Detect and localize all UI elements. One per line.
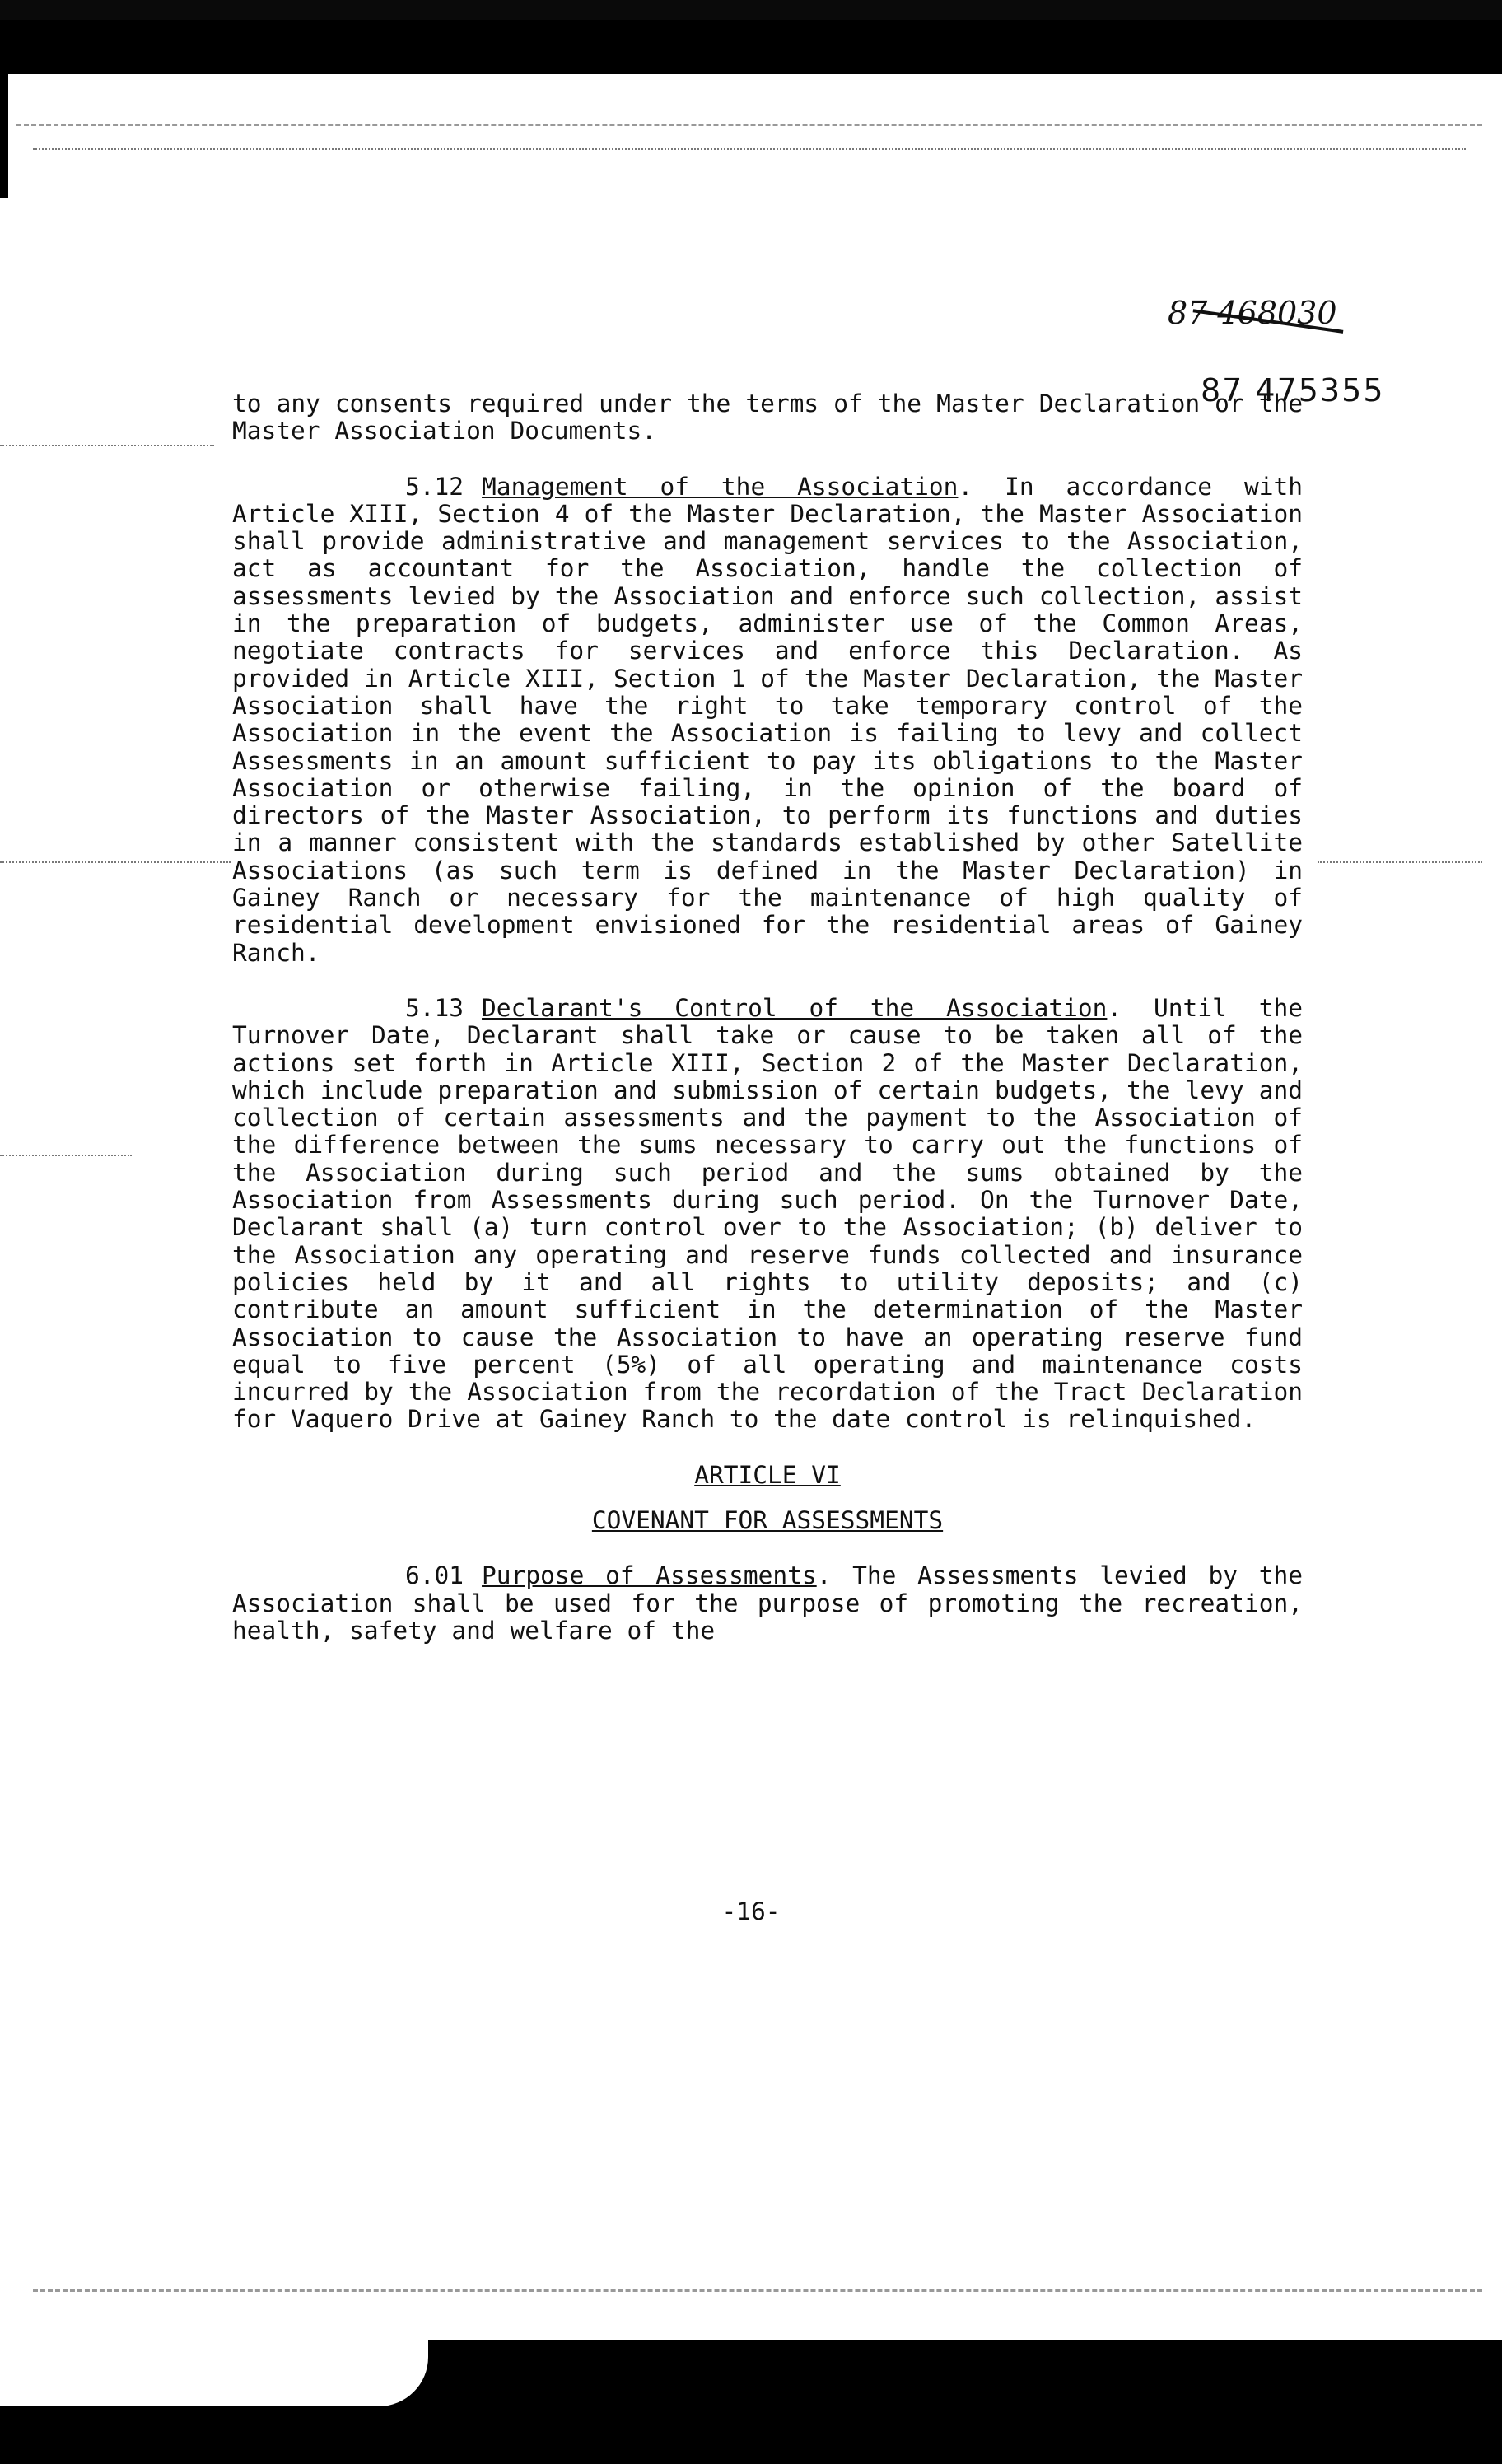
- document-body: [232, 390, 1303, 1645]
- section-body: . In accordance with Article XIII, Section 4 of the Master Declaration, the Master Association shall provide administrative and management services to the Association, act as accountant for the Association, handle the collection of assessments levied by the Association and enforce such collection, assist in the preparation of budgets, administer use of the Common Areas, negotiate contracts for services and enforce this Declaration. As provided in Article XIII, Section 1 of the Master Declaration, the Master Association shall have the right to take temporary control of the Association in the event the Association is failing to levy and collect Assessments in an amount sufficient to pay its obligations to the Master Association or otherwise failing, in the opinion of the board of directors of the Master Association, to perform its functions and duties in a manner consistent with the standards established by other Satellite Associations (as such term is defined in the Master Declaration) in Gainey Ranch or necessary for the maintenance of high quality of residential development envisioned for the residential areas of Gainey Ranch.: [232, 472, 1303, 967]
- scan-artifact: [0, 2340, 428, 2406]
- page-number: -16-: [721, 1897, 781, 1925]
- section-body: . The Assessments levied by the Association shall be used for the purpose of promoting the recreation, health, safety and welfare of the: [232, 1561, 1304, 1645]
- section-6-01: [232, 1562, 1303, 1645]
- scan-noise: [33, 148, 1466, 150]
- scan-noise: [0, 445, 214, 446]
- scan-border-top: [0, 0, 1502, 74]
- section-number: 5.13: [405, 993, 464, 1022]
- struck-document-number: 87 468030: [1168, 295, 1337, 331]
- article-heading: ARTICLE VI: [694, 1460, 841, 1489]
- continuation-paragraph: to any consents required under the terms of the Master Declaration or the Master Association Documents.: [232, 390, 1303, 446]
- scan-noise: [0, 861, 231, 863]
- scan-noise: [33, 2289, 1482, 2292]
- recording-number: 87 475355: [1201, 372, 1385, 408]
- scan-border-strip: [0, 0, 1502, 20]
- section-title: Declarant's Control of the Association: [482, 993, 1108, 1022]
- scan-border-left: [0, 74, 8, 198]
- section-number: 5.12: [405, 472, 464, 501]
- section-title: Management of the Association: [482, 472, 959, 501]
- section-title: Purpose of Assessments: [482, 1561, 817, 1590]
- scan-noise: [0, 1155, 132, 1156]
- section-5-13: [232, 995, 1303, 1434]
- section-body: . Until the Turnover Date, Declarant shall take or cause to be taken all of the actions set forth in Article XIII, Section 2 of the Master Declaration, which include preparation and submission of certain budgets, the levy and collection of certain assessments and the payment to the Association of the difference between the sums necessary to carry out the functions of the Association during such period and the sums obtained by the Association from Assessments during such period. On the Turnover Date, Declarant shall (a) turn control over to the Association; (b) deliver to the Association any operating and reserve funds collected and insurance policies held by it and all rights to utility deposits; and (c) contribute an amount sufficient in the determination of the Master Association to cause the Association to have an operating reserve fund equal to five percent (5%) of all operating and maintenance costs incurred by the Association from the recordation of the Tract Declaration for Vaquero Drive at Gainey Ranch to the date control is relinquished.: [232, 993, 1303, 1434]
- scan-noise: [16, 124, 1482, 126]
- section-number: 6.01: [405, 1561, 464, 1590]
- scan-border-bottom: [0, 2340, 1502, 2464]
- section-5-12: [232, 474, 1303, 967]
- scan-noise: [1318, 861, 1482, 863]
- article-title: COVENANT FOR ASSESSMENTS: [591, 1505, 944, 1534]
